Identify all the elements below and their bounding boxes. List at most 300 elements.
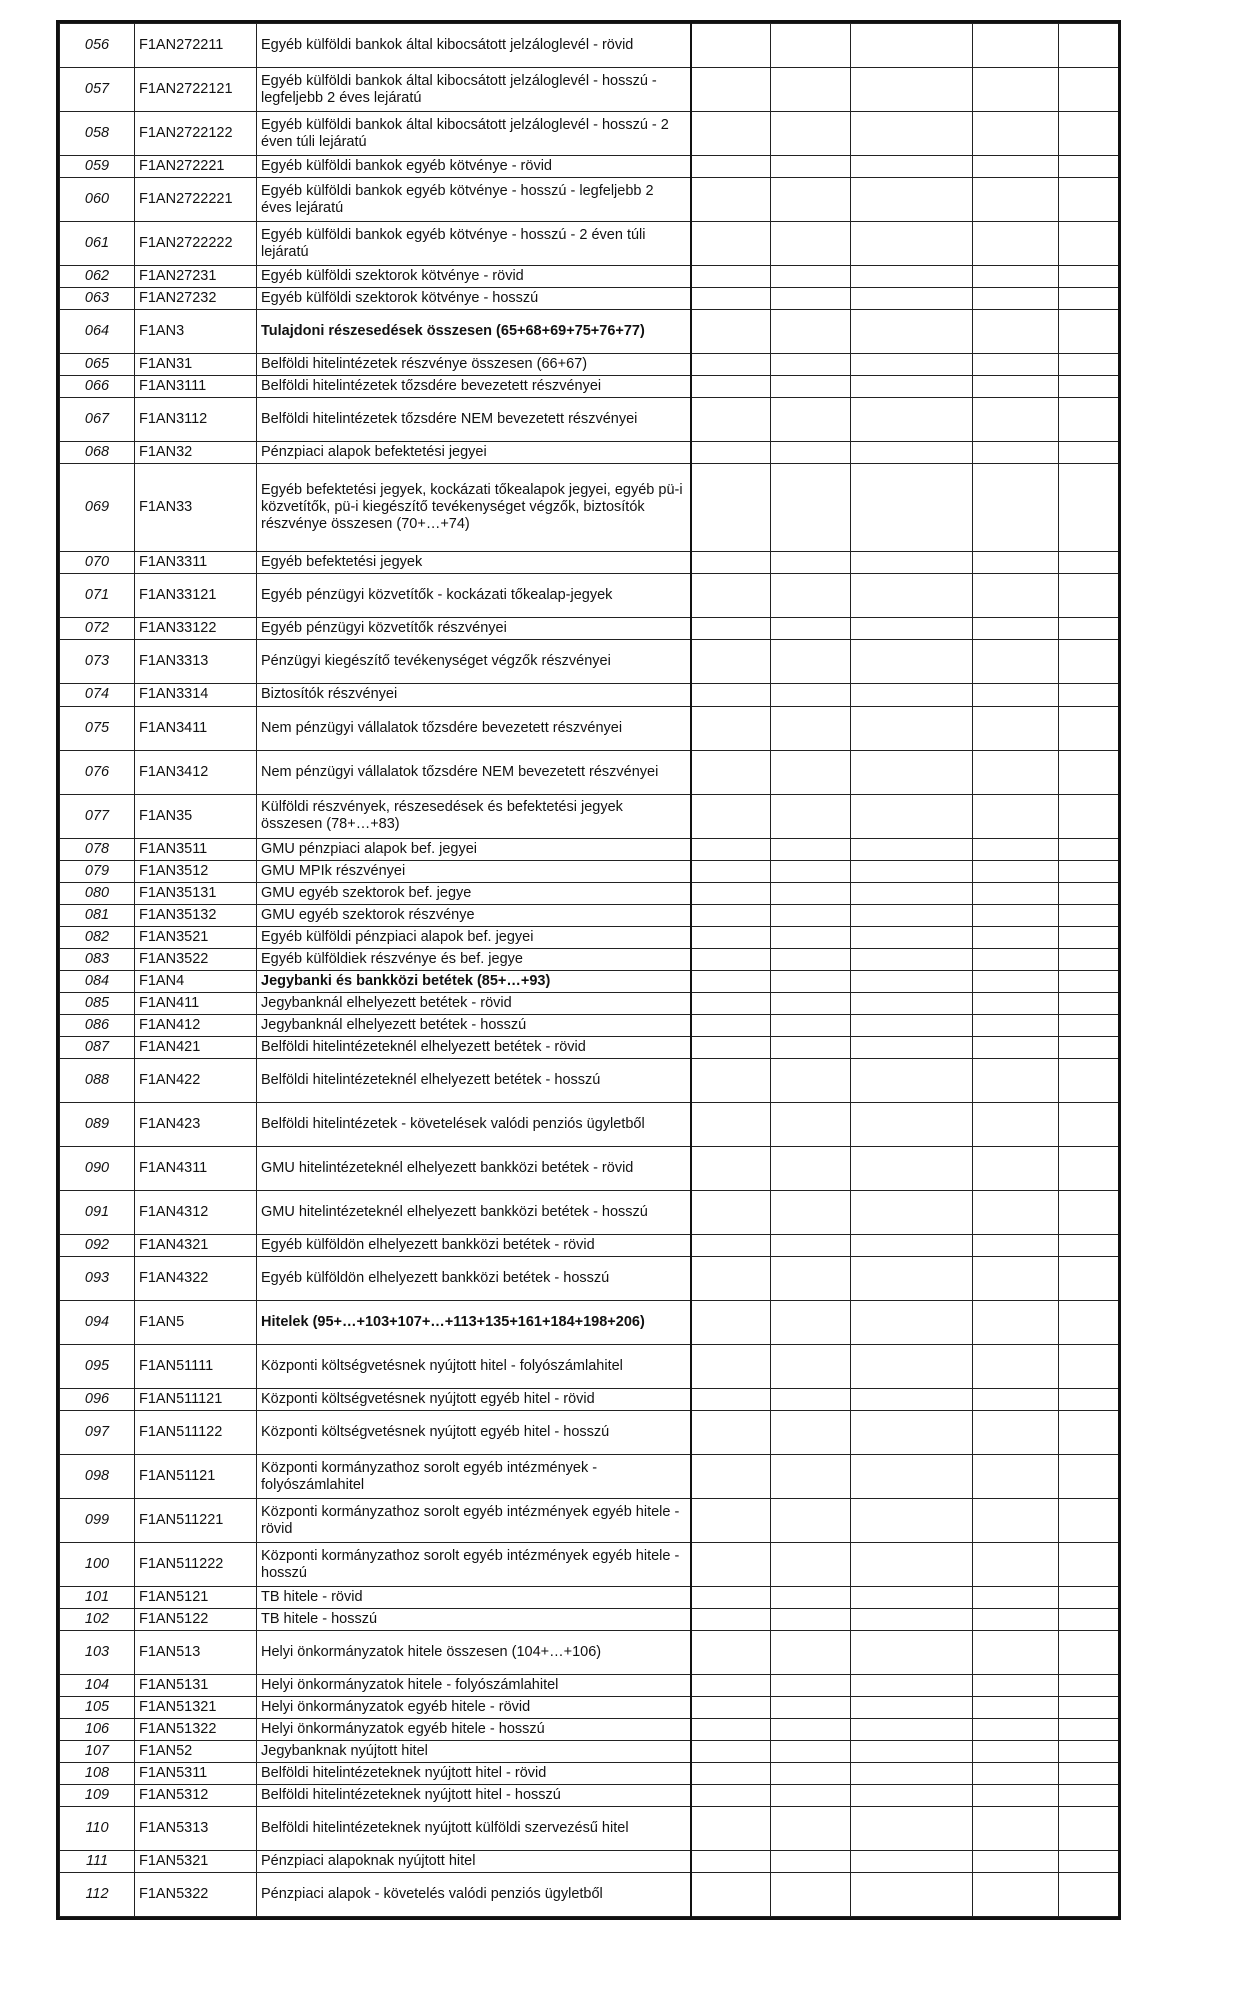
value-cell[interactable] <box>851 750 973 794</box>
value-cell[interactable] <box>851 1344 973 1388</box>
value-cell[interactable] <box>973 750 1059 794</box>
value-cell[interactable] <box>973 684 1059 706</box>
value-cell[interactable] <box>691 68 771 112</box>
value-cell[interactable] <box>851 266 973 288</box>
value-cell[interactable] <box>1059 838 1119 860</box>
row-code: F1AN3313 <box>135 640 257 684</box>
value-cell[interactable] <box>973 1873 1059 1917</box>
value-cell[interactable] <box>771 1675 851 1697</box>
value-cell[interactable] <box>691 1499 771 1543</box>
value-cell[interactable] <box>973 24 1059 68</box>
value-cell[interactable] <box>973 68 1059 112</box>
value-cell[interactable] <box>1059 1256 1119 1300</box>
value-cell[interactable] <box>973 618 1059 640</box>
row-code: F1AN51121 <box>135 1455 257 1499</box>
value-cell[interactable] <box>851 838 973 860</box>
value-cell[interactable] <box>851 1851 973 1873</box>
value-cell[interactable] <box>851 222 973 266</box>
value-cell[interactable] <box>851 1675 973 1697</box>
row-description: Egyéb külföldi bankok által kibocsátott jelzáloglevél - rövid <box>257 24 691 68</box>
row-number: 076 <box>60 750 135 794</box>
value-cell[interactable] <box>691 112 771 156</box>
value-cell[interactable] <box>851 288 973 310</box>
value-cell[interactable] <box>851 1499 973 1543</box>
value-cell[interactable] <box>1059 1587 1119 1609</box>
value-cell[interactable] <box>691 794 771 838</box>
value-cell[interactable] <box>973 860 1059 882</box>
value-cell[interactable] <box>691 1411 771 1455</box>
value-cell[interactable] <box>1059 1146 1119 1190</box>
table-row <box>60 1190 1119 1234</box>
value-cell[interactable] <box>973 156 1059 178</box>
value-cell[interactable] <box>851 24 973 68</box>
value-cell[interactable] <box>851 904 973 926</box>
value-cell[interactable] <box>771 574 851 618</box>
value-cell[interactable] <box>691 288 771 310</box>
value-cell[interactable] <box>851 178 973 222</box>
value-cell[interactable] <box>973 1300 1059 1344</box>
value-cell[interactable] <box>1059 156 1119 178</box>
value-cell[interactable] <box>973 948 1059 970</box>
value-cell[interactable] <box>851 1256 973 1300</box>
value-cell[interactable] <box>851 1785 973 1807</box>
value-cell[interactable] <box>851 992 973 1014</box>
table-row <box>60 1851 1119 1873</box>
value-cell[interactable] <box>1059 112 1119 156</box>
row-number: 061 <box>60 222 135 266</box>
value-cell[interactable] <box>1059 1873 1119 1917</box>
value-cell[interactable] <box>691 1741 771 1763</box>
value-cell[interactable] <box>1059 1455 1119 1499</box>
value-cell[interactable] <box>691 750 771 794</box>
value-cell[interactable] <box>691 1719 771 1741</box>
value-cell[interactable] <box>1059 750 1119 794</box>
value-cell[interactable] <box>691 1455 771 1499</box>
value-cell[interactable] <box>1059 68 1119 112</box>
value-cell[interactable] <box>1059 860 1119 882</box>
value-cell[interactable] <box>973 1851 1059 1873</box>
value-cell[interactable] <box>1059 1388 1119 1410</box>
value-cell[interactable] <box>691 1697 771 1719</box>
value-cell[interactable] <box>771 1631 851 1675</box>
value-cell[interactable] <box>851 1587 973 1609</box>
value-cell[interactable] <box>851 1763 973 1785</box>
value-cell[interactable] <box>851 574 973 618</box>
value-cell[interactable] <box>1059 1300 1119 1344</box>
value-cell[interactable] <box>851 552 973 574</box>
value-cell[interactable] <box>771 1102 851 1146</box>
value-cell[interactable] <box>691 1388 771 1410</box>
value-cell[interactable] <box>691 838 771 860</box>
value-cell[interactable] <box>851 1300 973 1344</box>
value-cell[interactable] <box>1059 398 1119 442</box>
value-cell[interactable] <box>973 1014 1059 1036</box>
value-cell[interactable] <box>771 1058 851 1102</box>
value-cell[interactable] <box>851 882 973 904</box>
value-cell[interactable] <box>973 1344 1059 1388</box>
value-cell[interactable] <box>973 1036 1059 1058</box>
value-cell[interactable] <box>691 442 771 464</box>
value-cell[interactable] <box>973 1102 1059 1146</box>
value-cell[interactable] <box>851 684 973 706</box>
value-cell[interactable] <box>771 838 851 860</box>
table-row <box>60 222 1119 266</box>
value-cell[interactable] <box>771 1873 851 1917</box>
value-cell[interactable] <box>973 1543 1059 1587</box>
value-cell[interactable] <box>1059 310 1119 354</box>
value-cell[interactable] <box>1059 1102 1119 1146</box>
value-cell[interactable] <box>771 970 851 992</box>
value-cell[interactable] <box>1059 442 1119 464</box>
value-cell[interactable] <box>851 156 973 178</box>
row-description: Egyéb külföldi bankok által kibocsátott jelzáloglevél - hosszú - legfeljebb 2 éves lejáratú <box>257 68 691 112</box>
table-row <box>60 640 1119 684</box>
value-cell[interactable] <box>691 156 771 178</box>
value-cell[interactable] <box>1059 552 1119 574</box>
value-cell[interactable] <box>771 222 851 266</box>
value-cell[interactable] <box>771 266 851 288</box>
value-cell[interactable] <box>973 398 1059 442</box>
value-cell[interactable] <box>771 24 851 68</box>
value-cell[interactable] <box>1059 1675 1119 1697</box>
value-cell[interactable] <box>851 1234 973 1256</box>
value-cell[interactable] <box>973 1190 1059 1234</box>
value-cell[interactable] <box>851 1807 973 1851</box>
value-cell[interactable] <box>691 398 771 442</box>
value-cell[interactable] <box>973 926 1059 948</box>
value-cell[interactable] <box>691 222 771 266</box>
value-cell[interactable] <box>851 398 973 442</box>
value-cell[interactable] <box>851 1873 973 1917</box>
value-cell[interactable] <box>851 354 973 376</box>
value-cell[interactable] <box>973 442 1059 464</box>
row-number: 103 <box>60 1631 135 1675</box>
value-cell[interactable] <box>691 706 771 750</box>
value-cell[interactable] <box>851 1102 973 1146</box>
value-cell[interactable] <box>771 442 851 464</box>
value-cell[interactable] <box>771 1741 851 1763</box>
table-row <box>60 1807 1119 1851</box>
value-cell[interactable] <box>851 1014 973 1036</box>
value-cell[interactable] <box>691 860 771 882</box>
value-cell[interactable] <box>973 992 1059 1014</box>
table-row <box>60 860 1119 882</box>
value-cell[interactable] <box>771 310 851 354</box>
value-cell[interactable] <box>691 1609 771 1631</box>
value-cell[interactable] <box>771 1190 851 1234</box>
value-cell[interactable] <box>771 1543 851 1587</box>
value-cell[interactable] <box>691 970 771 992</box>
value-cell[interactable] <box>771 1499 851 1543</box>
value-cell[interactable] <box>851 112 973 156</box>
value-cell[interactable] <box>1059 1697 1119 1719</box>
row-description: Belföldi hitelintézetek - követelések valódi penziós ügyletből <box>257 1102 691 1146</box>
value-cell[interactable] <box>851 310 973 354</box>
value-cell[interactable] <box>851 926 973 948</box>
value-cell[interactable] <box>851 970 973 992</box>
value-cell[interactable] <box>691 1675 771 1697</box>
value-cell[interactable] <box>973 1719 1059 1741</box>
value-cell[interactable] <box>691 1785 771 1807</box>
value-cell[interactable] <box>691 1851 771 1873</box>
value-cell[interactable] <box>973 794 1059 838</box>
value-cell[interactable] <box>771 794 851 838</box>
value-cell[interactable] <box>973 1631 1059 1675</box>
value-cell[interactable] <box>851 464 973 552</box>
value-cell[interactable] <box>1059 618 1119 640</box>
value-cell[interactable] <box>691 1807 771 1851</box>
value-cell[interactable] <box>851 640 973 684</box>
value-cell[interactable] <box>771 1719 851 1741</box>
value-cell[interactable] <box>1059 1411 1119 1455</box>
value-cell[interactable] <box>771 1697 851 1719</box>
value-cell[interactable] <box>691 1146 771 1190</box>
value-cell[interactable] <box>851 1036 973 1058</box>
value-cell[interactable] <box>1059 882 1119 904</box>
value-cell[interactable] <box>771 992 851 1014</box>
value-cell[interactable] <box>691 1256 771 1300</box>
value-cell[interactable] <box>771 1785 851 1807</box>
value-cell[interactable] <box>851 376 973 398</box>
value-cell[interactable] <box>771 706 851 750</box>
value-cell[interactable] <box>771 1807 851 1851</box>
value-cell[interactable] <box>691 640 771 684</box>
value-cell[interactable] <box>1059 1763 1119 1785</box>
value-cell[interactable] <box>1059 574 1119 618</box>
value-cell[interactable] <box>851 1190 973 1234</box>
value-cell[interactable] <box>973 1675 1059 1697</box>
value-cell[interactable] <box>973 1697 1059 1719</box>
value-cell[interactable] <box>973 464 1059 552</box>
value-cell[interactable] <box>691 1763 771 1785</box>
value-cell[interactable] <box>771 1256 851 1300</box>
value-cell[interactable] <box>771 1587 851 1609</box>
value-cell[interactable] <box>771 178 851 222</box>
value-cell[interactable] <box>973 1455 1059 1499</box>
value-cell[interactable] <box>1059 354 1119 376</box>
value-cell[interactable] <box>691 882 771 904</box>
value-cell[interactable] <box>1059 684 1119 706</box>
value-cell[interactable] <box>973 1146 1059 1190</box>
value-cell[interactable] <box>1059 24 1119 68</box>
value-cell[interactable] <box>851 618 973 640</box>
value-cell[interactable] <box>973 706 1059 750</box>
row-description: Központi költségvetésnek nyújtott egyéb hitel - rövid <box>257 1388 691 1410</box>
value-cell[interactable] <box>691 376 771 398</box>
value-cell[interactable] <box>1059 1609 1119 1631</box>
value-cell[interactable] <box>691 552 771 574</box>
value-cell[interactable] <box>973 1499 1059 1543</box>
value-cell[interactable] <box>851 1741 973 1763</box>
value-cell[interactable] <box>1059 1851 1119 1873</box>
value-cell[interactable] <box>1059 1058 1119 1102</box>
value-cell[interactable] <box>1059 1719 1119 1741</box>
value-cell[interactable] <box>851 1697 973 1719</box>
value-cell[interactable] <box>691 266 771 288</box>
value-cell[interactable] <box>851 1543 973 1587</box>
value-cell[interactable] <box>1059 1631 1119 1675</box>
value-cell[interactable] <box>851 860 973 882</box>
value-cell[interactable] <box>1059 288 1119 310</box>
value-cell[interactable] <box>973 266 1059 288</box>
value-cell[interactable] <box>973 882 1059 904</box>
value-cell[interactable] <box>1059 178 1119 222</box>
value-cell[interactable] <box>691 1300 771 1344</box>
value-cell[interactable] <box>851 706 973 750</box>
value-cell[interactable] <box>771 354 851 376</box>
value-cell[interactable] <box>691 1102 771 1146</box>
value-cell[interactable] <box>771 926 851 948</box>
value-cell[interactable] <box>973 222 1059 266</box>
value-cell[interactable] <box>771 860 851 882</box>
value-cell[interactable] <box>973 1411 1059 1455</box>
value-cell[interactable] <box>851 1455 973 1499</box>
value-cell[interactable] <box>851 1631 973 1675</box>
value-cell[interactable] <box>771 398 851 442</box>
value-cell[interactable] <box>771 1234 851 1256</box>
value-cell[interactable] <box>1059 1741 1119 1763</box>
value-cell[interactable] <box>771 464 851 552</box>
value-cell[interactable] <box>1059 464 1119 552</box>
value-cell[interactable] <box>771 1014 851 1036</box>
value-cell[interactable] <box>1059 222 1119 266</box>
value-cell[interactable] <box>691 904 771 926</box>
value-cell[interactable] <box>973 178 1059 222</box>
value-cell[interactable] <box>1059 1807 1119 1851</box>
value-cell[interactable] <box>851 1719 973 1741</box>
value-cell[interactable] <box>771 1411 851 1455</box>
value-cell[interactable] <box>771 904 851 926</box>
value-cell[interactable] <box>1059 926 1119 948</box>
value-cell[interactable] <box>691 464 771 552</box>
value-cell[interactable] <box>691 684 771 706</box>
value-cell[interactable] <box>771 640 851 684</box>
value-cell[interactable] <box>691 1234 771 1256</box>
value-cell[interactable] <box>973 552 1059 574</box>
value-cell[interactable] <box>691 926 771 948</box>
value-cell[interactable] <box>771 1300 851 1344</box>
value-cell[interactable] <box>691 1543 771 1587</box>
value-cell[interactable] <box>771 68 851 112</box>
value-cell[interactable] <box>851 1058 973 1102</box>
value-cell[interactable] <box>771 112 851 156</box>
value-cell[interactable] <box>1059 1499 1119 1543</box>
value-cell[interactable] <box>771 1146 851 1190</box>
value-cell[interactable] <box>973 1587 1059 1609</box>
value-cell[interactable] <box>691 1058 771 1102</box>
value-cell[interactable] <box>1059 1344 1119 1388</box>
value-cell[interactable] <box>973 310 1059 354</box>
value-cell[interactable] <box>771 750 851 794</box>
value-cell[interactable] <box>771 1851 851 1873</box>
value-cell[interactable] <box>1059 1036 1119 1058</box>
value-cell[interactable] <box>1059 948 1119 970</box>
value-cell[interactable] <box>691 618 771 640</box>
value-cell[interactable] <box>1059 1785 1119 1807</box>
value-cell[interactable] <box>1059 706 1119 750</box>
value-cell[interactable] <box>973 970 1059 992</box>
value-cell[interactable] <box>771 882 851 904</box>
value-cell[interactable] <box>1059 266 1119 288</box>
value-cell[interactable] <box>771 1388 851 1410</box>
value-cell[interactable] <box>1059 1234 1119 1256</box>
value-cell[interactable] <box>691 1587 771 1609</box>
value-cell[interactable] <box>1059 1543 1119 1587</box>
value-cell[interactable] <box>973 1741 1059 1763</box>
value-cell[interactable] <box>771 156 851 178</box>
value-cell[interactable] <box>973 1058 1059 1102</box>
value-cell[interactable] <box>973 574 1059 618</box>
value-cell[interactable] <box>691 574 771 618</box>
value-cell[interactable] <box>973 354 1059 376</box>
value-cell[interactable] <box>771 376 851 398</box>
value-cell[interactable] <box>691 948 771 970</box>
value-cell[interactable] <box>771 1036 851 1058</box>
value-cell[interactable] <box>851 1146 973 1190</box>
value-cell[interactable] <box>771 948 851 970</box>
value-cell[interactable] <box>1059 376 1119 398</box>
value-cell[interactable] <box>851 794 973 838</box>
value-cell[interactable] <box>691 1014 771 1036</box>
value-cell[interactable] <box>851 1411 973 1455</box>
value-cell[interactable] <box>973 1807 1059 1851</box>
value-cell[interactable] <box>771 1455 851 1499</box>
value-cell[interactable] <box>973 1763 1059 1785</box>
value-cell[interactable] <box>691 1631 771 1675</box>
value-cell[interactable] <box>973 1609 1059 1631</box>
value-cell[interactable] <box>691 1036 771 1058</box>
value-cell[interactable] <box>691 354 771 376</box>
value-cell[interactable] <box>973 288 1059 310</box>
value-cell[interactable] <box>771 1609 851 1631</box>
value-cell[interactable] <box>691 310 771 354</box>
value-cell[interactable] <box>851 1388 973 1410</box>
value-cell[interactable] <box>691 24 771 68</box>
value-cell[interactable] <box>973 376 1059 398</box>
value-cell[interactable] <box>1059 794 1119 838</box>
value-cell[interactable] <box>691 992 771 1014</box>
value-cell[interactable] <box>691 178 771 222</box>
value-cell[interactable] <box>771 1344 851 1388</box>
value-cell[interactable] <box>973 640 1059 684</box>
value-cell[interactable] <box>851 68 973 112</box>
value-cell[interactable] <box>973 1785 1059 1807</box>
value-cell[interactable] <box>1059 640 1119 684</box>
value-cell[interactable] <box>851 442 973 464</box>
value-cell[interactable] <box>973 1234 1059 1256</box>
value-cell[interactable] <box>771 552 851 574</box>
value-cell[interactable] <box>691 1344 771 1388</box>
value-cell[interactable] <box>1059 1190 1119 1234</box>
value-cell[interactable] <box>1059 992 1119 1014</box>
value-cell[interactable] <box>973 904 1059 926</box>
value-cell[interactable] <box>771 684 851 706</box>
value-cell[interactable] <box>691 1190 771 1234</box>
value-cell[interactable] <box>973 838 1059 860</box>
value-cell[interactable] <box>973 1256 1059 1300</box>
value-cell[interactable] <box>973 1388 1059 1410</box>
value-cell[interactable] <box>1059 970 1119 992</box>
value-cell[interactable] <box>771 1763 851 1785</box>
value-cell[interactable] <box>691 1873 771 1917</box>
value-cell[interactable] <box>1059 904 1119 926</box>
value-cell[interactable] <box>851 948 973 970</box>
value-cell[interactable] <box>771 288 851 310</box>
value-cell[interactable] <box>973 112 1059 156</box>
value-cell[interactable] <box>851 1609 973 1631</box>
value-cell[interactable] <box>771 618 851 640</box>
value-cell[interactable] <box>1059 1014 1119 1036</box>
